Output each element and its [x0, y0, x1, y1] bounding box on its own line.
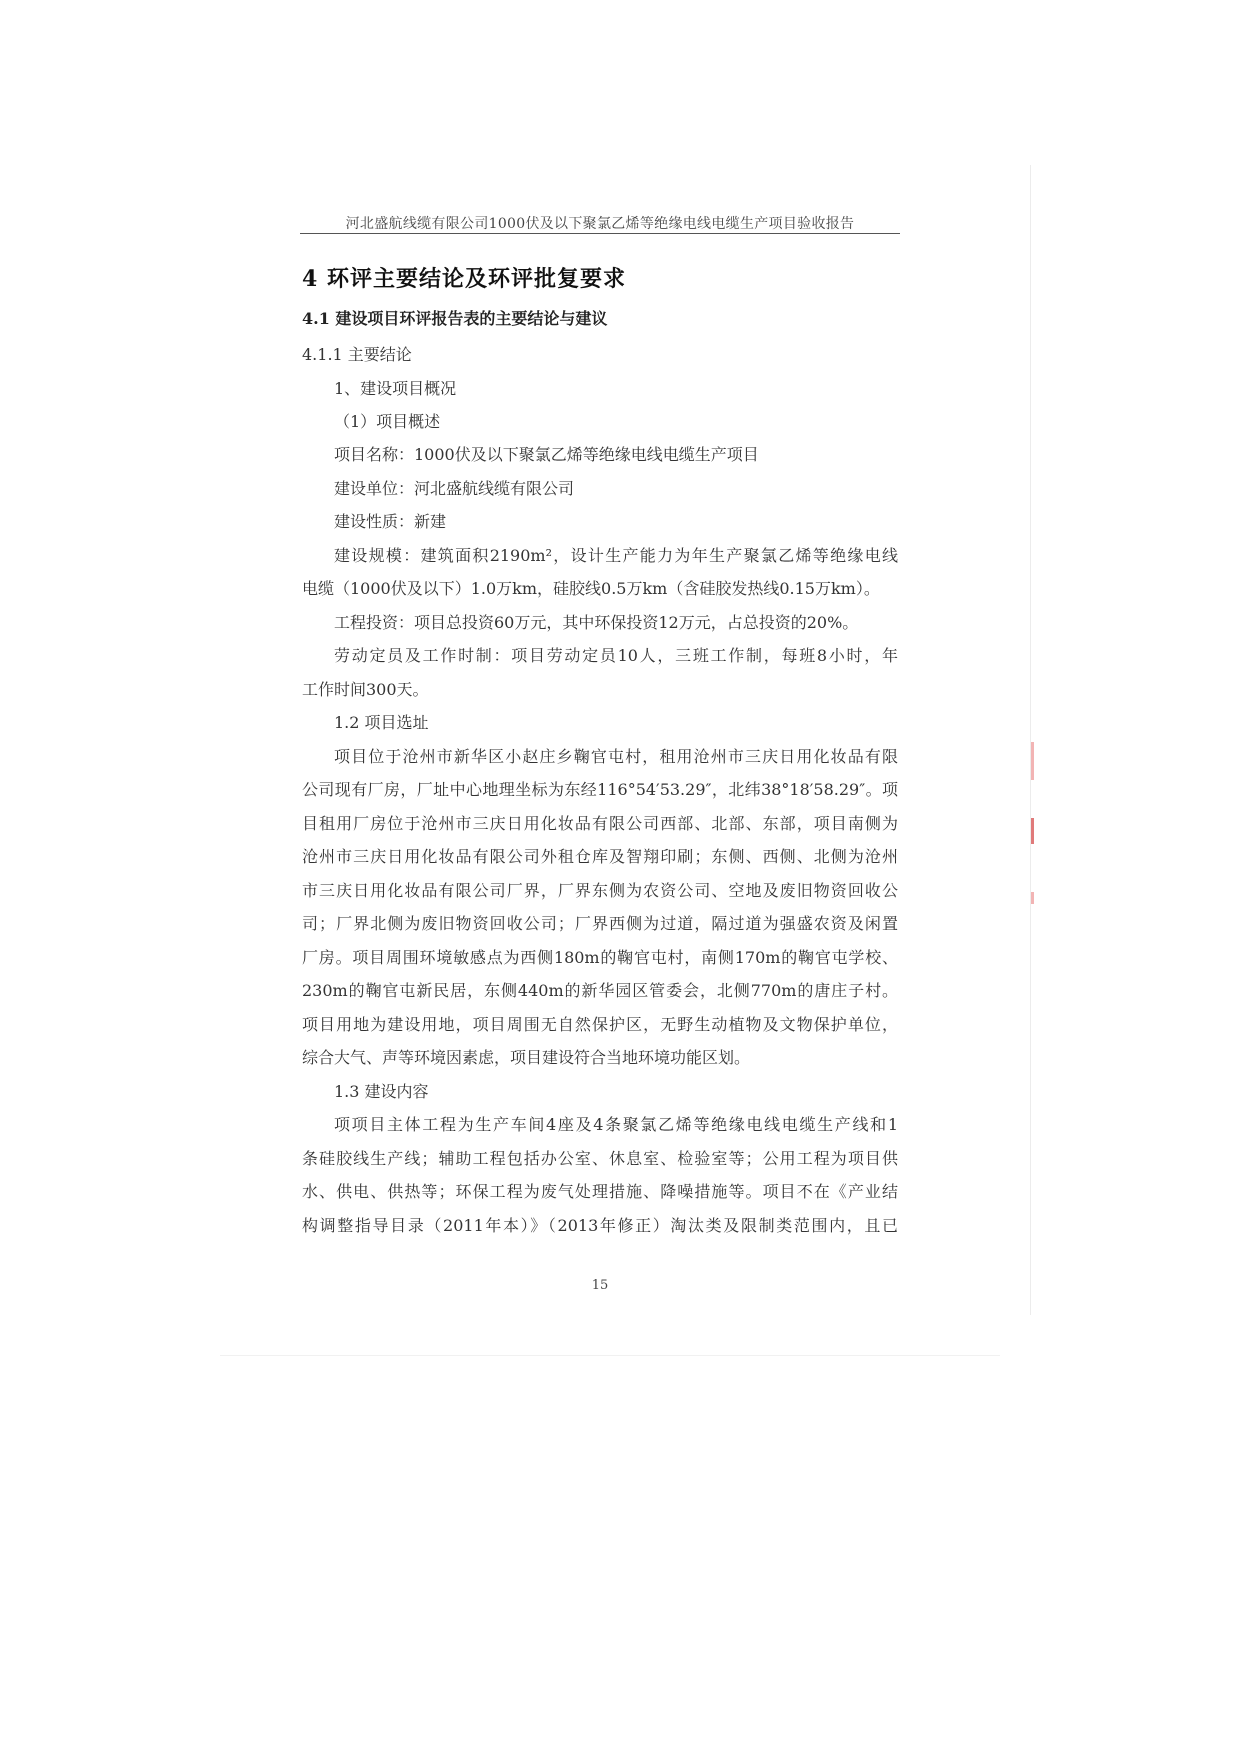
content-paragraph-line: 水、供电、供热等；环保工程为废气处理措施、降噪措施等。项目不在《产业结	[302, 1182, 898, 1201]
running-header: 河北盛航线缆有限公司1000伏及以下聚氯乙烯等绝缘电线电缆生产项目验收报告	[345, 216, 855, 232]
scan-edge-line	[1030, 165, 1031, 1315]
site-paragraph-line: 230m的鞠官屯新民居，东侧440m的新华园区管委会，北侧770m的唐庄子村。	[302, 981, 898, 1000]
labor-line: 劳动定员及工作时制：项目劳动定员10人，三班工作制，每班8小时，年	[334, 646, 898, 665]
chapter-title: 4 环评主要结论及环评批复要求	[302, 266, 626, 292]
content-paragraph-line: 项项目主体工程为生产车间4座及4条聚氯乙烯等绝缘电线电缆生产线和1	[334, 1115, 898, 1134]
investment-line: 工程投资：项目总投资60万元，其中环保投资12万元，占总投资的20%。	[334, 613, 859, 632]
subsection-title: 4.1.1 主要结论	[302, 345, 412, 364]
site-heading: 1.2 项目选址	[334, 713, 429, 732]
scale-line: 电缆（1000伏及以下）1.0万km，硅胶线0.5万km（含硅胶发热线0.15万km）。	[302, 579, 880, 598]
scan-color-mark	[1031, 892, 1034, 904]
subitem-heading: （1）项目概述	[334, 412, 441, 431]
site-paragraph-line: 厂房。项目周围环境敏感点为西侧180m的鞠官屯村，南侧170m的鞠官屯学校、	[302, 948, 898, 967]
content-paragraph-line: 构调整指导目录（2011年本）》（2013年修正）淘汰类及限制类范围内，且已	[302, 1216, 898, 1235]
site-paragraph-line: 项目位于沧州市新华区小赵庄乡鞠官屯村，租用沧州市三庆日用化妆品有限	[334, 747, 898, 766]
site-paragraph-line: 司；厂界北侧为废旧物资回收公司；厂界西侧为过道，隔过道为强盛农资及闲置	[302, 914, 898, 933]
site-paragraph-line: 综合大气、声等环境因素虑，项目建设符合当地环境功能区划。	[302, 1048, 751, 1067]
content-paragraph-line: 条硅胶线生产线；辅助工程包括办公室、休息室、检验室等；公用工程为项目供	[302, 1149, 898, 1168]
scan-edge-line	[220, 1355, 1000, 1356]
site-paragraph-line: 公司现有厂房，厂址中心地理坐标为东经116°54′53.29″，北纬38°18′58.29″。项	[302, 780, 898, 799]
site-paragraph-line: 沧州市三庆日用化妆品有限公司外租仓库及智翔印刷；东侧、西侧、北侧为沧州	[302, 847, 898, 866]
header-rule	[300, 233, 900, 234]
scan-color-mark	[1031, 818, 1034, 844]
project-name-line: 项目名称：1000伏及以下聚氯乙烯等绝缘电线电缆生产项目	[334, 445, 759, 464]
site-paragraph-line: 市三庆日用化妆品有限公司厂界，厂界东侧为农资公司、空地及废旧物资回收公	[302, 881, 898, 900]
section-title: 4.1 建设项目环评报告表的主要结论与建议	[302, 309, 608, 328]
item-heading: 1、建设项目概况	[334, 379, 457, 398]
page-number: 15	[591, 1278, 609, 1293]
site-paragraph-line: 目租用厂房位于沧州市三庆日用化妆品有限公司西部、北部、东部，项目南侧为	[302, 814, 898, 833]
site-paragraph-line: 项目用地为建设用地，项目周围无自然保护区，无野生动植物及文物保护单位，	[302, 1015, 898, 1034]
nature-line: 建设性质：新建	[334, 512, 447, 531]
labor-line: 工作时间300天。	[302, 680, 429, 699]
scale-line: 建设规模：建筑面积2190m²，设计生产能力为年生产聚氯乙烯等绝缘电线	[334, 546, 898, 565]
content-heading: 1.3 建设内容	[334, 1082, 429, 1101]
builder-line: 建设单位：河北盛航线缆有限公司	[334, 479, 575, 498]
scan-color-mark	[1031, 742, 1034, 780]
